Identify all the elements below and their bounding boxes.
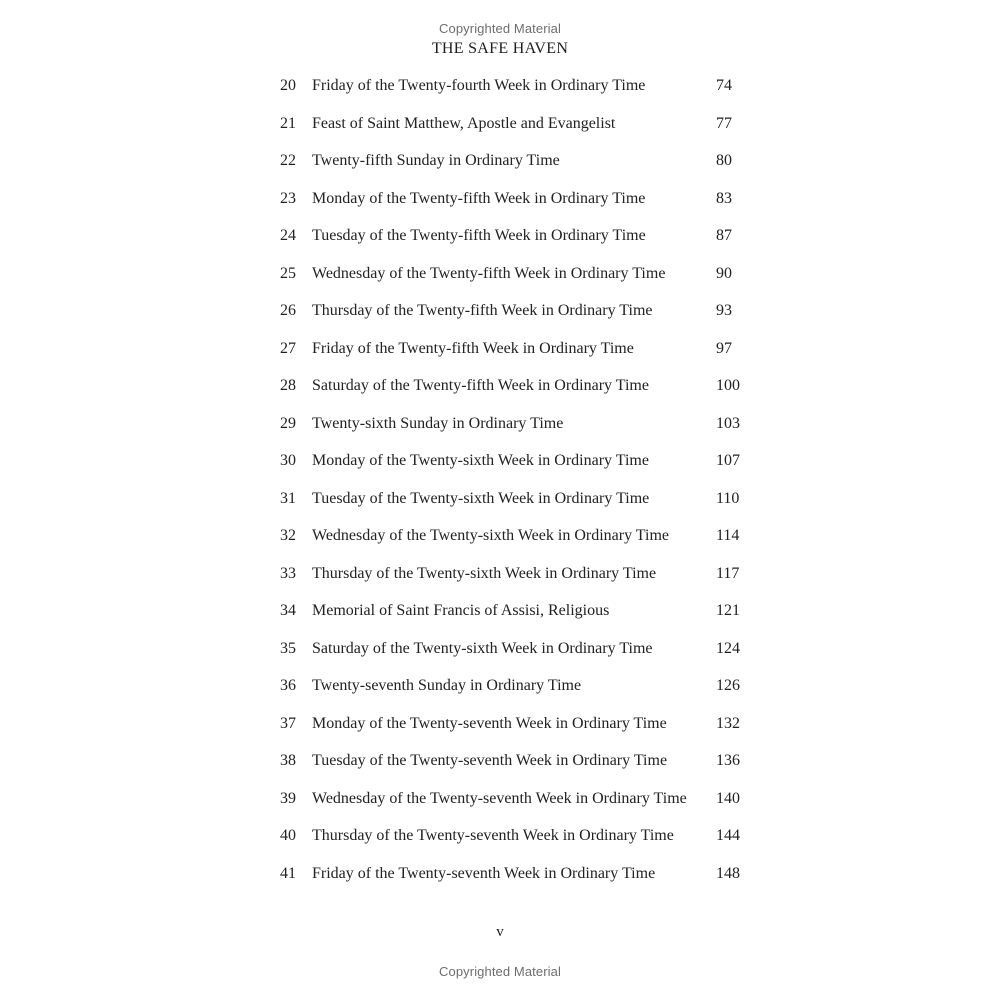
toc-entry-page: 136 [716,752,740,769]
toc-entry-number: 37 [280,714,296,732]
toc-entry-number: 38 [280,752,296,769]
toc-entry-title: Friday of the Twenty-seventh Week in Ordinary Time [312,864,656,882]
running-head: THE SAFE HAVEN [431,40,569,57]
toc-entry-title: Wednesday of the Twenty-sixth Week in Ordinary Time [312,527,669,544]
toc-entry [0,217,1000,255]
toc-entry-page: 87 [716,227,732,244]
toc-entry [0,592,1000,630]
toc-entry-number: 29 [280,414,296,432]
toc-entry [0,517,1000,555]
toc-entry-number: 32 [280,527,296,544]
toc-entry-title: Wednesday of the Twenty-fifth Week in Ordinary Time [312,264,666,282]
toc-entry-number: 31 [280,489,296,507]
toc-entry-number: 21 [280,114,296,132]
toc-entry-title: Thursday of the Twenty-fifth Week in Ordinary Time [312,302,653,319]
toc-entry-page: 114 [716,527,740,544]
toc-entry [0,330,1000,368]
toc-entry [0,855,1000,893]
toc-entry-title: Wednesday of the Twenty-seventh Week in Ordinary Time [312,789,687,807]
copyright-watermark-bottom: Copyrighted Material [439,964,561,979]
toc-entry [0,367,1000,405]
toc-entry-number: 35 [280,639,296,657]
toc-entry-page: 126 [716,677,740,694]
toc-entry-title: Saturday of the Twenty-sixth Week in Ordinary Time [312,639,653,657]
toc-entry-page: 90 [716,264,732,282]
toc-entry-page: 148 [716,864,740,882]
toc-entry-number: 25 [280,264,296,282]
toc-entry [0,555,1000,593]
toc-entry-title: Tuesday of the Twenty-seventh Week in Ordinary Time [312,752,668,769]
toc-entry [0,780,1000,818]
toc-entry-number: 27 [280,339,296,357]
toc-entry-page: 110 [716,489,740,507]
toc-entry [0,442,1000,480]
toc-entry-title: Monday of the Twenty-sixth Week in Ordinary Time [312,452,649,469]
toc-entry [0,667,1000,705]
toc-entry-title: Monday of the Twenty-seventh Week in Ordinary Time [312,714,667,732]
toc-entry-page: 107 [716,452,740,469]
toc-entry-number: 23 [280,189,296,207]
toc-entry-title: Saturday of the Twenty-fifth Week in Ordinary Time [312,377,649,394]
toc-entry [0,180,1000,218]
toc-entry-page: 132 [716,714,740,732]
toc-entry-number: 26 [280,302,296,319]
toc-entry-page: 83 [716,189,732,207]
toc-entry-title: Twenty-fifth Sunday in Ordinary Time [312,152,560,169]
toc-entry-page: 74 [716,77,732,94]
toc-entry-page: 124 [716,639,740,657]
toc-entry [0,405,1000,443]
toc-entry-number: 36 [280,677,296,694]
toc-entry [0,67,1000,105]
toc-entry-title: Tuesday of the Twenty-fifth Week in Ordinary Time [312,227,646,244]
toc-entry-number: 41 [280,864,296,882]
toc-entry-number: 39 [280,789,296,807]
toc-entry-number: 34 [280,602,296,619]
toc-entry-number: 40 [280,827,296,844]
toc-entry [0,480,1000,518]
toc-entry [0,630,1000,668]
toc-entry-title: Twenty-sixth Sunday in Ordinary Time [312,414,564,432]
toc-entry-number: 28 [280,377,296,394]
toc-entry-page: 93 [716,302,732,319]
toc-entry-number: 33 [280,564,296,582]
toc-entry-number: 22 [280,152,296,169]
toc-entry [0,142,1000,180]
toc-entry-title: Feast of Saint Matthew, Apostle and Evangelist [312,114,616,132]
toc-entry-page: 103 [716,414,740,432]
toc-entry-page: 140 [716,789,740,807]
toc-entry-number: 24 [280,227,296,244]
toc-entry-title: Thursday of the Twenty-sixth Week in Ordinary Time [312,564,657,582]
toc-entry-title: Friday of the Twenty-fourth Week in Ordinary Time [312,77,646,94]
toc-entry [0,255,1000,293]
copyright-watermark-top: Copyrighted Material [439,21,561,36]
toc-entry [0,292,1000,330]
toc-entry-page: 121 [716,602,740,619]
page-number: v [496,924,504,940]
toc-entry-title: Tuesday of the Twenty-sixth Week in Ordinary Time [312,489,650,507]
toc-entry-page: 144 [716,827,740,844]
toc-entry-number: 30 [280,452,296,469]
toc-entry-page: 100 [716,377,740,394]
toc-entry-title: Memorial of Saint Francis of Assisi, Religious [312,602,610,619]
toc-entry [0,742,1000,780]
toc-entry [0,105,1000,143]
toc-entry-page: 97 [716,339,732,357]
toc-entry-number: 20 [280,77,296,94]
toc-entry-page: 80 [716,152,732,169]
toc-entry-title: Thursday of the Twenty-seventh Week in Ordinary Time [312,827,674,844]
toc-entry [0,817,1000,855]
toc-entry-page: 117 [716,564,740,582]
toc-entry [0,705,1000,743]
table-of-contents [0,67,1000,892]
toc-entry-title: Twenty-seventh Sunday in Ordinary Time [312,677,582,694]
toc-entry-title: Monday of the Twenty-fifth Week in Ordinary Time [312,189,646,207]
toc-entry-title: Friday of the Twenty-fifth Week in Ordinary Time [312,339,634,357]
toc-entry-page: 77 [716,114,732,132]
